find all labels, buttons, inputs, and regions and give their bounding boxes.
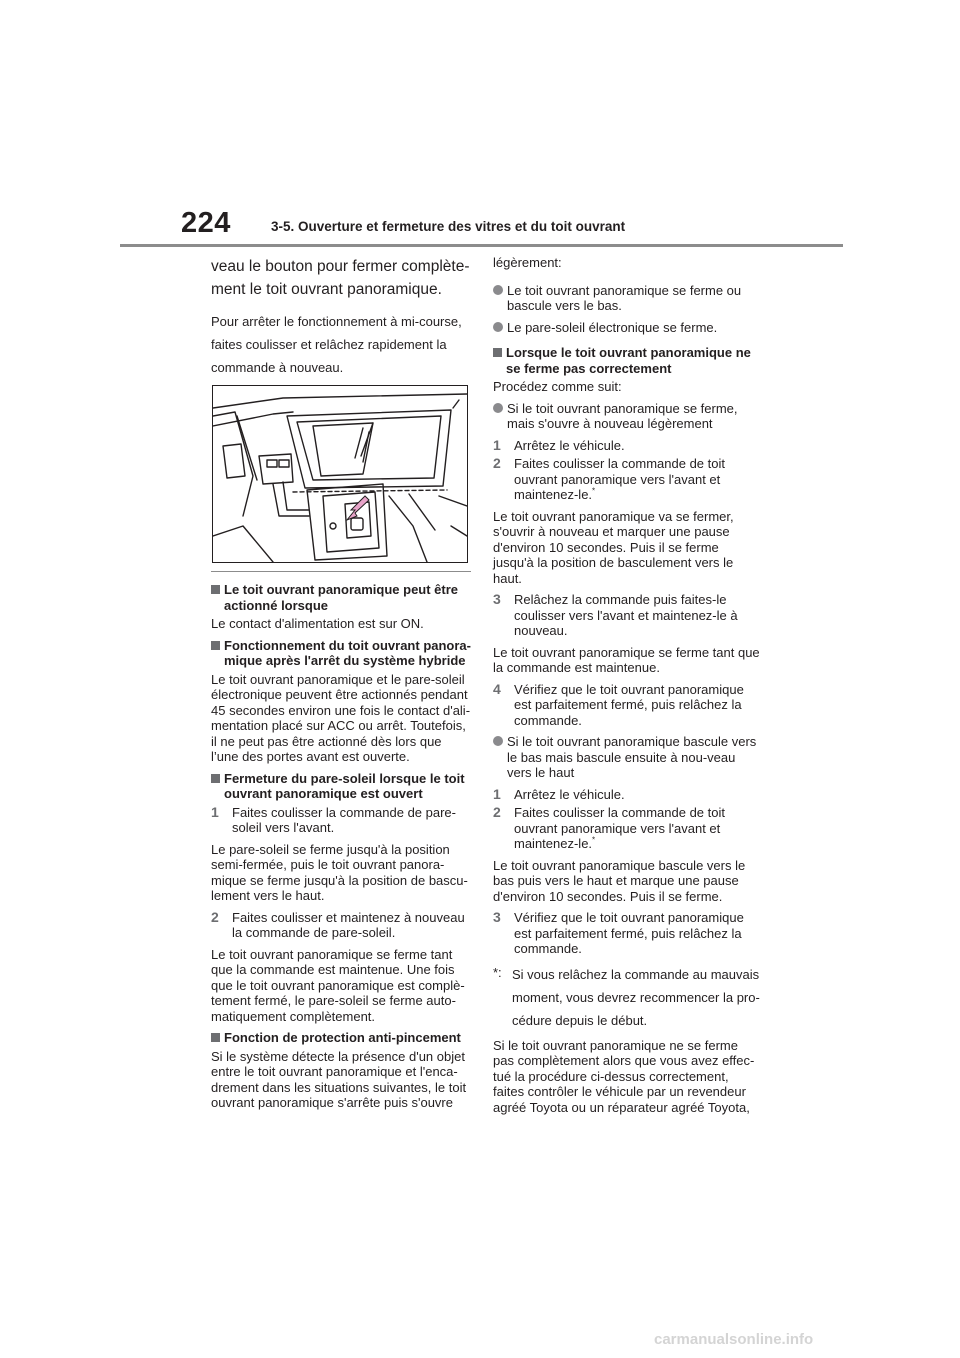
text-sunshade-1: Le pare-soleil se ferme jusqu'à la position semi-fermée, puis le toit ouvrant panora-mique se ferme jusqu'à la position de bascu-lement vers le haut. (211, 841, 468, 903)
watermark: carmanualsonline.info (654, 1331, 814, 1348)
square-bullet-icon (211, 774, 220, 783)
text-sunshade-2: Le toit ouvrant panoramique se ferme tant que la commande est maintenue. Une fois que le toit ouvrant panoramique est complè-tement fermé, le pare-soleil se ferme auto-matiquement complètement. (211, 946, 465, 1024)
step-number: 3 (493, 591, 501, 607)
figure-divider (211, 571, 471, 572)
bullet-text: Le pare-soleil électronique se ferme. (507, 319, 718, 335)
heading-anti-pinch (211, 1030, 471, 1046)
round-bullet-icon (493, 403, 503, 413)
heading-text: Le toit ouvrant panoramique peut être actionné lorsque (224, 582, 459, 613)
text-procedure-c: Le toit ouvrant panoramique bascule vers le bas puis vers le haut et marque une pause d'environ 10 secondes. Puis il se ferme. (493, 857, 746, 904)
text-after-hybrid-stop: Le toit ouvrant panoramique et le pare-soleil électronique peuvent être actionnés pendant 45 secondes environ une fois le contact d'ali-mentation placé sur ACC ou arrêt. Toutefois, il ne peut pas être actionné dès lors que l’une des portes avant est ouverte. (211, 671, 471, 764)
stop-text: Pour arrêter le fonctionnement à mi-course, faites coulisser et relâchez rapidement la commande à nouveau. (211, 314, 462, 375)
step-item (211, 910, 471, 941)
header-divider (120, 244, 843, 247)
text-anti-pinch: Si le système détecte la présence d'un objet entre le toit ouvrant panoramique et l'enca-drement dans les situations suivantes, le toit ouvrant panoramique s'arrête puis s'ouvre (211, 1048, 467, 1110)
section-title: 3-5. Ouverture et fermeture des vitres et du toit ouvrant (271, 219, 626, 234)
step-text: Relâchez la commande puis faites-le coulisser vers l'avant et maintenez-le à nouveau. (514, 592, 738, 638)
text-power-on: Le contact d'alimentation est sur ON. (211, 616, 424, 631)
bullet-item (493, 734, 761, 781)
round-bullet-icon (493, 322, 503, 332)
bullet-text: Si le toit ouvrant panoramique se ferme, mais s'ouvre à nouveau légèrement (507, 400, 738, 431)
step-number: 2 (211, 908, 219, 925)
step-number: 2 (493, 804, 501, 820)
step-text: Vérifiez que le toit ouvrant panoramique est parfaitement fermé, puis relâchez la commande. (514, 681, 744, 728)
step-number: 1 (211, 803, 219, 820)
step-item (493, 805, 761, 852)
footnote-mark: *: (493, 964, 502, 980)
lead-text: veau le bouton pour fermer complète-ment le toit ouvrant panoramique. (211, 258, 470, 298)
step-item (493, 592, 761, 639)
step-number: 4 (493, 680, 501, 697)
square-bullet-icon (211, 641, 220, 650)
heading-close-sunshade (211, 771, 471, 802)
step-item (493, 787, 761, 803)
heading-text: Lorsque le toit ouvrant panoramique ne se ferme pas correctement (506, 345, 751, 376)
text-procedure-intro: Procédez comme suit: (493, 379, 622, 394)
square-bullet-icon (211, 585, 220, 594)
step-number: 3 (493, 909, 501, 925)
left-column (211, 255, 471, 1117)
step-text: Faites coulisser et maintenez à nouveau la commande de pare-soleil. (232, 909, 465, 940)
heading-text: Fonction de protection anti-pincement (224, 1030, 461, 1045)
step-item (493, 682, 761, 729)
step-item (493, 456, 761, 503)
step-text: Faites coulisser la commande de toit ouvrant panoramique vers l'avant et maintenez-le. (514, 805, 725, 851)
round-bullet-icon (493, 736, 503, 746)
bullet-item (493, 283, 761, 314)
square-bullet-icon (493, 348, 502, 357)
footnote (493, 963, 761, 1032)
step-item (493, 438, 761, 454)
step-text: Faites coulisser la commande de pare-soleil vers l'avant. (232, 804, 456, 835)
text-continued: légèrement: (493, 255, 562, 270)
square-bullet-icon (211, 1033, 220, 1042)
slide-forward-arrow-icon (347, 496, 369, 520)
step-number: 2 (493, 455, 501, 471)
heading-after-hybrid-stop (211, 638, 471, 669)
step-text: Arrêtez le véhicule. (514, 437, 625, 453)
step-item (211, 805, 471, 836)
heading-operable-when (211, 582, 471, 613)
roof-control-illustration (212, 385, 468, 563)
footnote-text: Si vous relâchez la commande au mauvais moment, vous devrez recommencer la pro-cédure depuis le début. (512, 966, 760, 1028)
right-column (493, 255, 761, 1121)
bullet-text: Le toit ouvrant panoramique se ferme ou bascule vers le bas. (507, 282, 742, 313)
step-text: Arrêtez le véhicule. (514, 786, 625, 802)
page-number: 224 (181, 207, 231, 239)
asterisk-mark: * (592, 486, 596, 496)
bullet-item (493, 401, 761, 432)
step-text: Faites coulisser la commande de toit ouvrant panoramique vers l'avant et maintenez-le. (514, 456, 725, 502)
step-text: Vérifiez que le toit ouvrant panoramique est parfaitement fermé, puis relâchez la commande. (514, 910, 744, 956)
heading-text: Fonctionnement du toit ouvrant panora-mique après l'arrêt du système hybride (224, 637, 471, 668)
text-final: Si le toit ouvrant panoramique ne se ferme pas complètement alors que vous avez effec-tué la procédure ci-dessus correctement, faites contrôler le véhicule par un revendeur agréé Toyota ou un réparateur agréé Toyota, (493, 1037, 755, 1115)
step-number: 1 (493, 785, 501, 802)
bullet-item (493, 320, 761, 336)
step-item (493, 910, 761, 957)
roof-control-drawing (213, 386, 467, 562)
bullet-text: Si le toit ouvrant panoramique bascule vers le bas mais bascule ensuite à nou-veau vers le haut (507, 734, 757, 780)
round-bullet-icon (493, 285, 503, 295)
text-procedure-a: Le toit ouvrant panoramique va se fermer, s'ouvrir à nouveau et marquer une pause d'environ 10 secondes. Puis il se ferme jusqu'à la position de basculement vers le haut. (493, 508, 734, 586)
text-procedure-b: Le toit ouvrant panoramique se ferme tant que la commande est maintenue. (493, 644, 760, 675)
heading-not-closing (493, 345, 761, 376)
step-number: 1 (493, 436, 501, 453)
heading-text: Fermeture du pare-soleil lorsque le toit ouvrant panoramique est ouvert (224, 770, 465, 801)
asterisk-mark: * (592, 835, 596, 845)
